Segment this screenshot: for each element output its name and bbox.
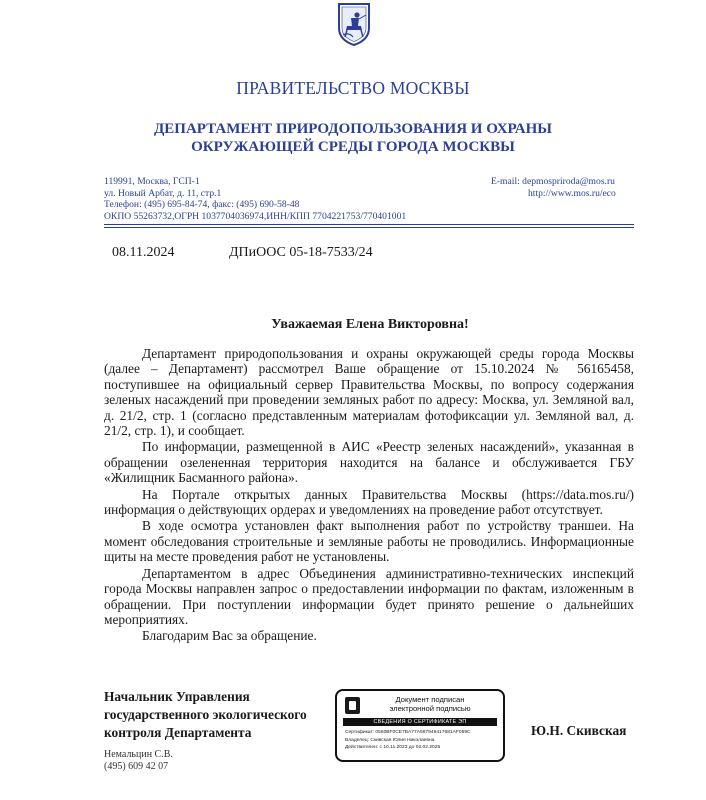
- department-title: [0, 120, 706, 156]
- paragraph: По информации, размещенной в АИС «Реестр зеленых насаждений», указанная в обращении озелененная территория находится на балансе и обслуживается ГБУ «Жилищник Басманного района».: [104, 439, 634, 486]
- signatory-title-line: Начальник Управления: [104, 689, 250, 704]
- government-title: ПРАВИТЕЛЬСТВО МОСКВЫ: [236, 78, 470, 98]
- registration-codes-line: ОКПО 55263732,ОГРН 1037704036974,ИНН/КПП 7704221753/770401001: [104, 210, 407, 222]
- electronic-signature-stamp: [335, 689, 505, 762]
- stamp-details: [345, 729, 497, 752]
- department-title-line1: ДЕПАРТАМЕНТ ПРИРОДОПОЛЬЗОВАНИЯ И ОХРАНЫ: [153, 121, 553, 137]
- paragraph: Департамент природопользования и охраны окружающей среды города Москвы (далее – Департамент) рассмотрел Ваше обращение от 15.10.2024 № 56165458, поступившее на официальный сервер Правительства Москвы, по вопросу содержания зеленых насаждений при проведении земляных работ по адресу: Москва, ул. Земляной вал, д. 21/2, стр. 1 (согласно представленным материалам фотофиксации ул. Земляной вал, д. 21/2, стр. 1), и сообщает.: [104, 346, 634, 439]
- paragraph: В ходе осмотра установлен факт выполнения работ по устройству траншеи. На момент обследования строительные и земляные работы не проводились. Информационные щиты на месте проведения работ не установлены.: [104, 518, 634, 565]
- certificate-validity: Действителен: с 10.11.2023 до 02.02.2025: [345, 745, 441, 751]
- paragraph: Благодарим Вас за обращение.: [142, 628, 317, 644]
- department-title-line2: ОКРУЖАЮЩЕЙ СРЕДЫ ГОРОДА МОСКВЫ: [191, 139, 515, 155]
- signatory-title-line: контроля Департамента: [104, 725, 252, 740]
- letter-body: [104, 346, 634, 645]
- signatory-name: Ю.Н. Скивская: [531, 723, 627, 738]
- letter-number: ДПиООС 05-18-7533/24: [229, 245, 373, 260]
- certificate-number: Сертификат: 0560BF0CE7BA77A587949417681AF059C: [345, 730, 471, 735]
- stamp-heading: [365, 695, 495, 713]
- email-line: E-mail: depmospriroda@mos.ru: [491, 176, 615, 187]
- moscow-coat-of-arms-icon: [337, 2, 371, 46]
- executor-phone: (495) 609 42 07: [104, 761, 169, 772]
- street-line: ул. Новый Арбат, д. 11, стр.1: [104, 187, 222, 199]
- phone-line: Телефон: (495) 695-84-74, факс: (495) 690-58-48: [104, 199, 300, 211]
- signatory-title-line: государственного экологического: [104, 707, 307, 722]
- paragraph: Департаментом в адрес Объединения административно-технических инспекций города Москвы направлен запрос о предоставлении информации по фактам, изложенным в обращении. При поступлении информации будет принято решение о дальнейших мероприятиях.: [104, 565, 634, 627]
- header-divider-bottom: [104, 227, 634, 228]
- stamp-line2: электронной подписью: [389, 704, 471, 713]
- address-line: 119991, Москва, ГСП-1: [104, 176, 200, 187]
- header-divider-top: [104, 224, 634, 225]
- certificate-owner: Владелец: Скивская Юлия Николаевна: [345, 737, 435, 743]
- executor-info: [104, 749, 173, 773]
- salutation: Уважаемая Елена Викторовна!: [271, 317, 469, 332]
- signatory-title: [104, 688, 307, 742]
- paragraph: На Портале открытых данных Правительства Москвы (https://data.mos.ru/) информация о действующих ордерах и уведомлениях на проведение работ отсутствует.: [104, 486, 634, 518]
- stamp-line1: Документ подписан: [395, 695, 465, 704]
- website-line: http://www.mos.ru/eco: [528, 187, 616, 199]
- letter-date: 08.11.2024: [112, 245, 175, 260]
- executor-name: Немальцин С.В.: [104, 749, 173, 760]
- contacts-right: [491, 176, 616, 199]
- stamp-certificate-bar: СВЕДЕНИЯ О СЕРТИФИКАТЕ ЭП: [343, 718, 497, 726]
- contacts-left: [104, 176, 406, 222]
- coat-of-arms-icon: [345, 697, 360, 714]
